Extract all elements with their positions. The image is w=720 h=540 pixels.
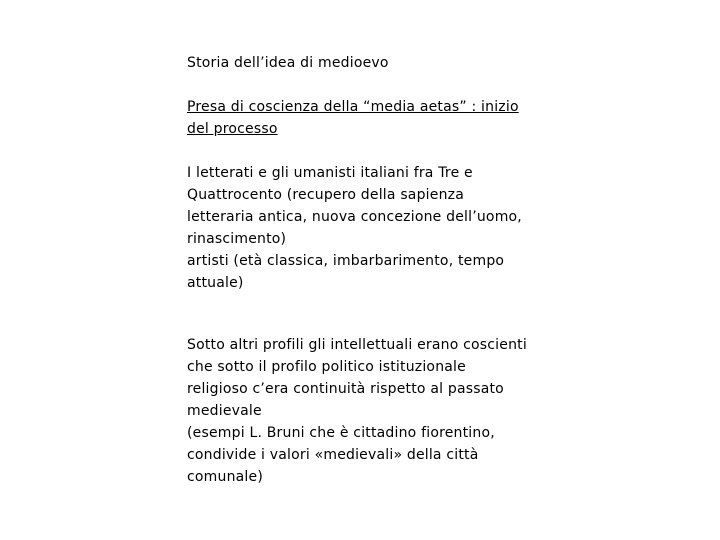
subtitle-line: Presa di coscienza della “media aetas” : inizio bbox=[187, 99, 519, 115]
paragraph-line: artisti (età classica, imbarbarimento, tempo bbox=[187, 253, 505, 269]
paragraph-line: I letterati e gli umanisti italiani fra Tre e bbox=[187, 165, 473, 181]
paragraph-humanists bbox=[187, 162, 557, 294]
paragraph-line: religioso c’era continuità rispetto al passato bbox=[187, 381, 504, 397]
paragraph-line: Quattrocento (recupero della sapienza bbox=[187, 187, 464, 203]
paragraph-line: letteraria antica, nuova concezione dell’uomo, bbox=[187, 209, 522, 225]
subtitle-line: del processo bbox=[187, 121, 278, 137]
slide-subtitle bbox=[187, 96, 557, 140]
slide-title bbox=[187, 52, 557, 74]
paragraph-continuity bbox=[187, 334, 557, 488]
paragraph-line: attuale) bbox=[187, 275, 244, 291]
paragraph-line: (esempi L. Bruni che è cittadino fiorentino, bbox=[187, 425, 495, 441]
paragraph-line: comunale) bbox=[187, 469, 263, 485]
paragraph-line: medievale bbox=[187, 403, 262, 419]
title-line: Storia dell’idea di medioevo bbox=[187, 55, 389, 71]
paragraph-line: rinascimento) bbox=[187, 231, 287, 247]
paragraph-line: condivide i valori «medievali» della città bbox=[187, 447, 479, 463]
paragraph-line: che sotto il profilo politico istituzionale bbox=[187, 359, 466, 375]
paragraph-line: Sotto altri profili gli intellettuali erano coscienti bbox=[187, 337, 527, 353]
